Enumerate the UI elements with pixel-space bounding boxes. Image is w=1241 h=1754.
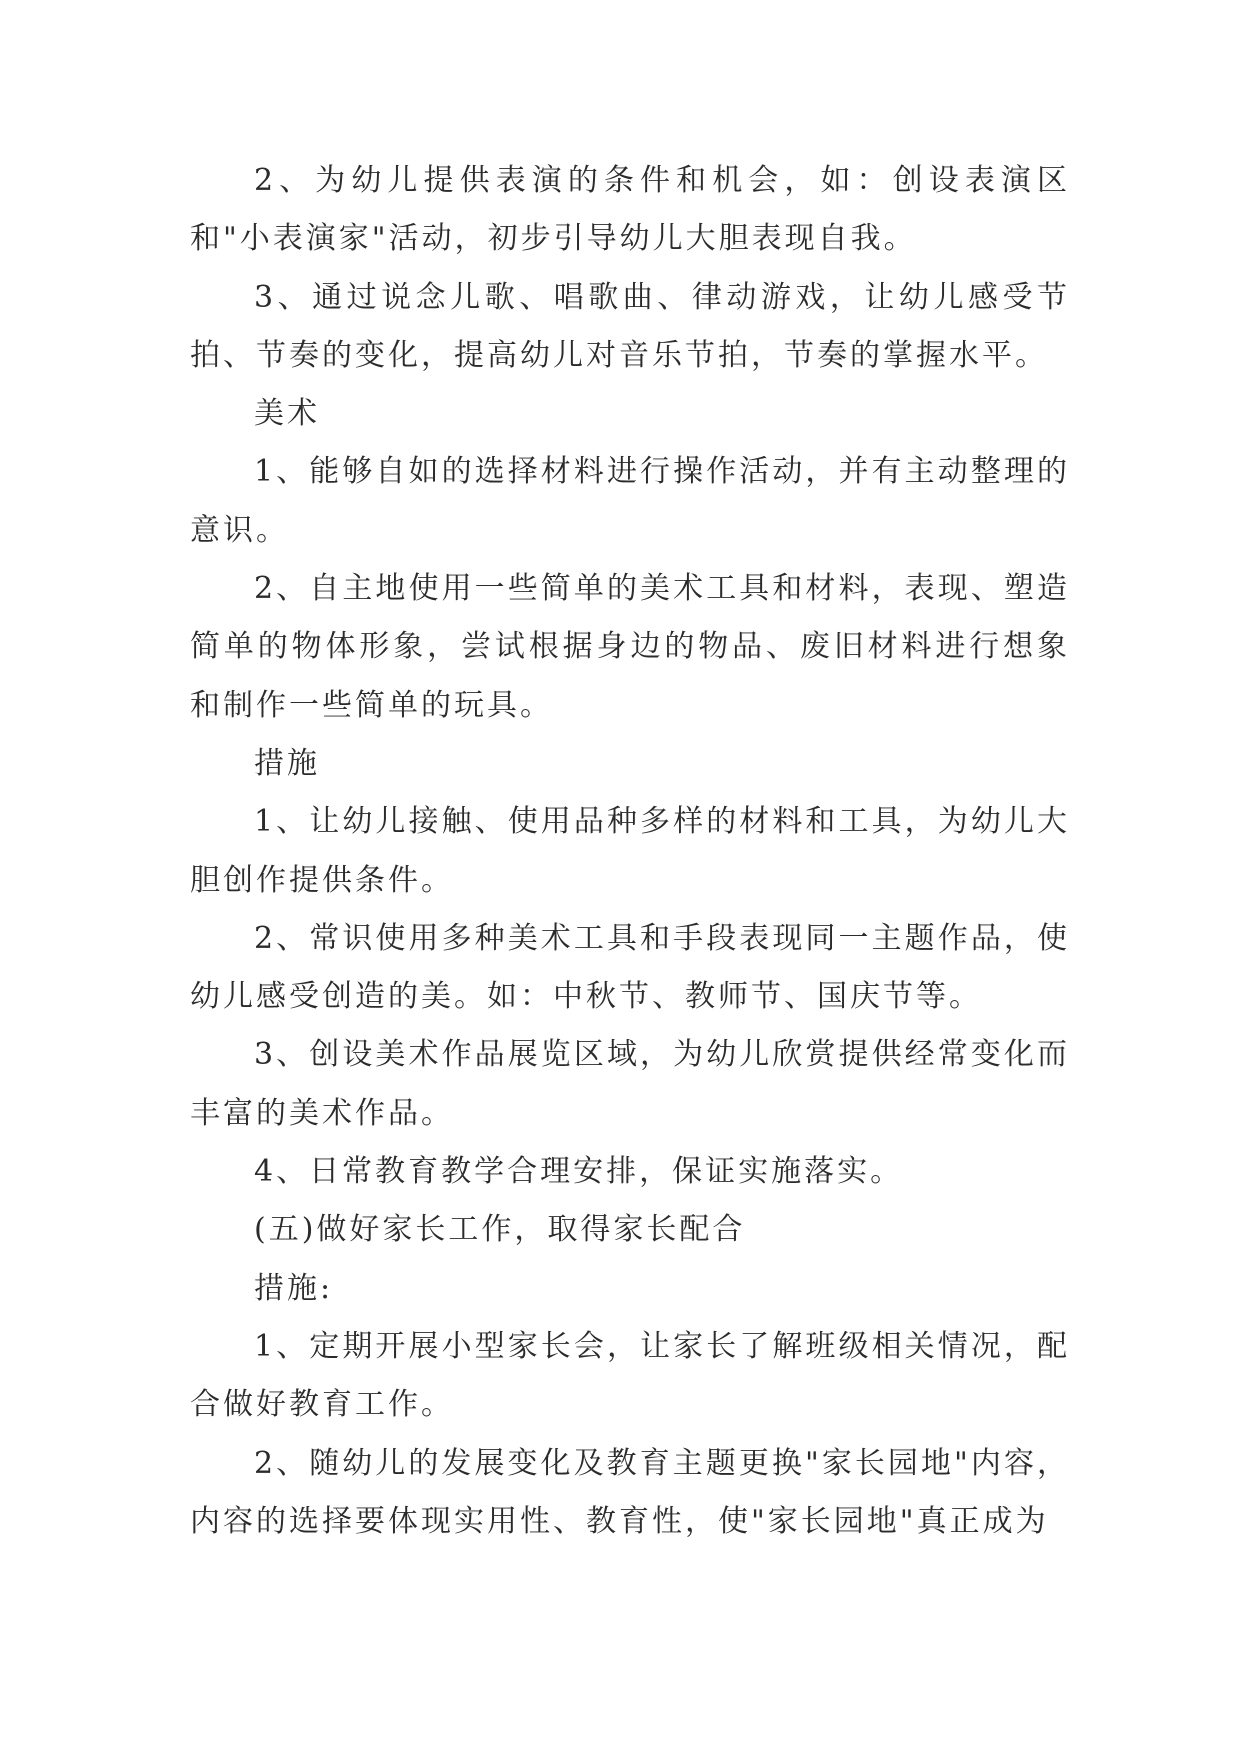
section-heading-parent-work: (五)做好家长工作，取得家长配合 <box>254 1212 746 1248</box>
section-heading-measures-2: 措施: <box>254 1270 334 1306</box>
paragraph-material-selection: 1、能够自如的选择材料进行操作活动，并有主动整理的意识。 <box>190 454 1070 548</box>
section-heading-art: 美术 <box>254 396 320 432</box>
paragraph-rhythm-activities: 3、通过说念儿歌、唱歌曲、律动游戏，让幼儿感受节拍、节奏的变化，提高幼儿对音乐节拍，节奏的掌握水平。 <box>190 279 1070 373</box>
section-heading-measures: 措施 <box>254 745 320 781</box>
paragraph-parent-meetings: 1、定期开展小型家长会，让家长了解班级相关情况，配合做好教育工作。 <box>190 1328 1070 1423</box>
paragraph-daily-teaching: 4、日常教育教学合理安排，保证实施落实。 <box>254 1154 904 1190</box>
paragraph-theme-works: 2、常识使用多种美术工具和手段表现同一主题作品，使幼儿感受创造的美。如：中秋节、教师节、国庆节等。 <box>190 920 1070 1015</box>
paragraph-art-tools: 2、自主地使用一些简单的美术工具和材料，表现、塑造简单的物体形象，尝试根据身边的物品、废旧材料进行想象和制作一些简单的玩具。 <box>190 571 1070 723</box>
paragraph-performance-conditions: 2、为幼儿提供表演的条件和机会，如：创设表演区和"小表演家"活动，初步引导幼儿大胆表现自我。 <box>190 163 1070 257</box>
paragraph-exhibition-area: 3、创设美术作品展览区域，为幼儿欣赏提供经常变化而丰富的美术作品。 <box>190 1037 1070 1131</box>
paragraph-parent-garden: 2、随幼儿的发展变化及教育主题更换"家长园地"内容，内容的选择要体现实用性、教育性，使"家长园地"真正成为 <box>190 1445 1070 1539</box>
document-body <box>190 152 1070 1551</box>
paragraph-diverse-materials: 1、让幼儿接触、使用品种多样的材料和工具，为幼儿大胆创作提供条件。 <box>190 804 1070 898</box>
